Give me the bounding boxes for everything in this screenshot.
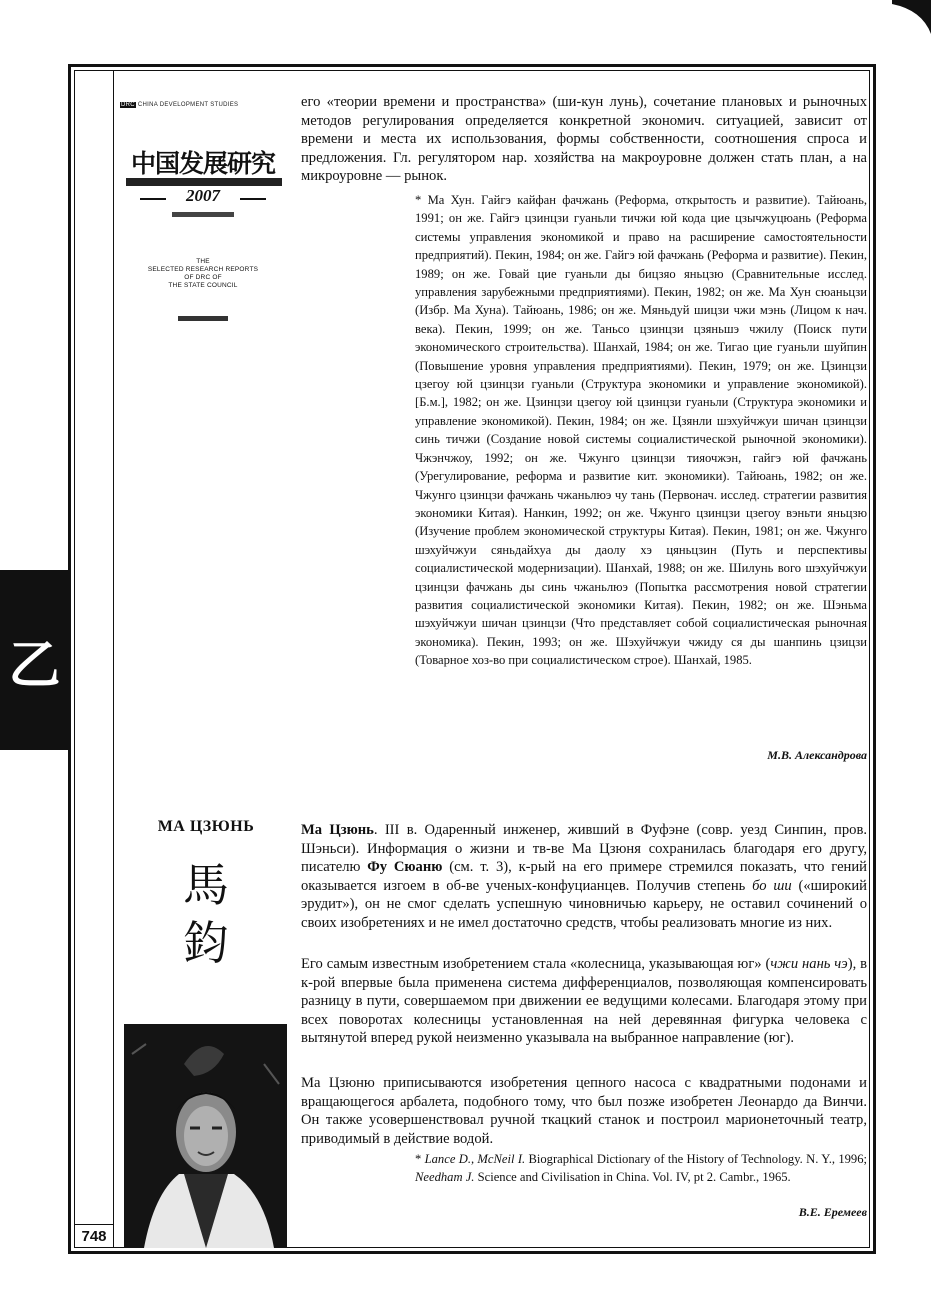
cover-rule-right	[240, 198, 266, 200]
side-tab-glyph: 乙	[8, 635, 61, 696]
cover-english-line: THE STATE COUNCIL	[168, 282, 238, 289]
cover-english-line: SELECTED RESEARCH REPORTS	[147, 266, 259, 273]
book-cover-image	[120, 98, 286, 338]
page-number: 748	[74, 1224, 114, 1248]
cover-series	[120, 102, 286, 112]
cover-authors-bar	[172, 212, 234, 217]
entry-continuation-text: его «теории времени и пространства» (ши-кун лунь), сочетание плановых и рыночных методов регулирования определяется конкретной экономич. ситуацией, зависит от времени и места их использования, формы собственности, соотношения спроса и предложения. Гл. регулятором нар. хозяйства на макроуровне должен стать план, а на микроуровне — рынок.	[301, 94, 867, 184]
cover-english-title	[120, 258, 286, 290]
cover-series-text: CHINA DEVELOPMENT STUDIES	[137, 102, 239, 108]
cover-english-line: OF DRC OF	[184, 274, 222, 281]
cover-title: 中国发展研究	[130, 149, 275, 178]
column-rule	[113, 70, 114, 1248]
text-run: . III в. Одаренный инженер, живший в Фуфэне (совр. уезд Синпин, пров. Шэньси). Информация о жизни и тв-ве Ма Цзюня сохранилась благодаря его другу, писателю	[301, 822, 867, 875]
cross-reference: Фу Сюаню	[367, 859, 443, 875]
text-run-italic: Lance D., McNeil I.	[424, 1152, 526, 1166]
text-run-italic: Needham J.	[415, 1170, 475, 1185]
entry-name: Ма Цзюнь	[301, 822, 374, 838]
cover-year: 2007	[186, 186, 220, 205]
entry-main-author-signature: В.Е. Еремеев	[798, 1205, 867, 1219]
text-run: *	[415, 1152, 425, 1166]
text-run-italic: бо ши	[752, 877, 792, 894]
entry-heading: МА ЦЗЮНЬ	[157, 818, 255, 835]
text-run: Science and Civilisation in China. Vol. IV, pt 2. Cambr., 1965.	[474, 1170, 791, 1185]
text-run: («широкий эрудит»), он не смог сделать успешную чиновничью карьеру, не оставил сочинений о своих изобретениях и не имел достаточно средств, чтобы реализовать многие из них.	[301, 877, 867, 931]
entry-paragraph-3: Ма Цзюню приписываются изобретения цепного насоса с квадратными подонами и вращающегося арбалета, подобного тому, что был позже изобретен Леонардо да Винчи. Он также усовершенствовал ручной ткацкий станок и построил марионеточный театр, приводимый в действие водой.	[301, 1075, 867, 1147]
portrait-image	[124, 1024, 287, 1248]
text-run-italic: чжи нань чэ	[770, 956, 848, 972]
text-run: ), в к-рой впервые была применена система дифференциалов, позволяющая компенсировать разницу в пути, совершаемом при движении ее ведущими колесами. Благодаря этому при всех поворотах колесницы установленная на ней деревянная фигурка человека с вытянутой вперед рукой неизменно указывала на выбранное направление (юг).	[301, 956, 867, 1046]
cover-english-line: THE	[196, 258, 210, 265]
entry-hanzi-1: 馬	[183, 858, 229, 912]
cover-subtitle-bar	[126, 178, 282, 186]
cover-series-logo: DRC	[121, 102, 135, 108]
entry-paragraph-1	[301, 821, 867, 932]
entry-author-signature: М.В. Александрова	[767, 748, 867, 762]
entry-paragraph-2	[301, 955, 867, 1048]
text-run: (см. т. 3), к-рый на его примере стремился показать, что гений оказывается изгоем в об-ве ученых-конфуцианцев. Получив степень	[301, 859, 867, 894]
text-run: Biographical Dictionary of the History of Technology. N. Y., 1996;	[525, 1152, 868, 1166]
entry-main-references	[415, 1150, 867, 1187]
cover-publisher-bar	[178, 316, 228, 321]
entry-references: * Ма Хун. Гайгэ кайфан фачжань (Реформа, открытость и развитие). Тайюань, 1991; он же. Гайгэ цзинцзи гуаньли тичжи юй кода цие цзычжуцюань (Реформа системы управления экономикой и право на расширение самостоятельности предприятий). Пекин, 1984; он же. Гайгэ юй фачжань (Реформа и развитие). Пекин, 1989; он же. Говай цие гуаньли ды бицзяо яньцзю (Сравнительные исслед. управления зарубежными предприятиями). Пекин, 1982; он же. Ма Хун сюаньцзи (Избр. Ма Хуна). Тайюань, 1986; он же. Мяньдуй шицзи чжи мэнь (Лицом к нач. века). Пекин, 1999; он же. Таньсо цзинцзи цзяньшэ чжилу (Поиск пути экономического строительства). Шанхай, 1984; он же. Тигао цие гуаньли шуйпин (Повышение уровня управления предприятиями). Пекин, 1979; он же. Цзинцзи цзегоу юй цзинцзи гуаньли (Структура экономики и управление экономикой). [Б.м.], 1982; он же. Цзинцзи цзегоу юй цзинцзи гуаньли (Структура экономики и управление экономикой). Пекин, 1984; он же. Цзянли шэхуйчжуи шичан цзинцзи синь тичжи (Создание новой системы социалистической рыночной экономики). Чжэнчжоу, 1992; он же. Чжунго цзинцзи тияочжэн, гайгэ юй фачжань (Урегулирование, реформа и развитие кит. экономики). Тайюань, 1982; он же. Чжунго цзинцзи фачжань чжаньлюэ чу тань (Первонач. исслед. стратегии развития экономики Китая). Нанкин, 1992; он же. Чжунго цзинцзи цзегоу вэньти яньцзю (Изучение проблем экономической структуры Китая). Пекин, 1981; он же. Чжунго шэхуйчжуи сяньдайхуа ды даолу хэ цяньцзин (Путь и перспективы социалистической модернизации). Шанхай, 1988; он же. Шилунь вого шэхуйчжуи цзинцзи фачжань ды синь чжаньлюэ (Попытка рассмотрения новой стратегии развития социалистической экономики Китая). Пекин, 1982; он же. Шэньма шэхуйчжуи шичан цзинцзи (Что представляет собой социалистическая рыночная экономика). Пекин, 1993; он же. Шэхуйчжуи чжиду ся ды шанпинь цзицзи (Товарное хоз-во при социалистическом строе). Шанхай, 1985.	[415, 193, 867, 668]
text-run: Его самым известным изобретением стала «колесница, указывающая юг» (	[301, 956, 771, 972]
corner-mark	[892, 0, 931, 34]
entry-hanzi-2: 鈞	[183, 916, 229, 970]
